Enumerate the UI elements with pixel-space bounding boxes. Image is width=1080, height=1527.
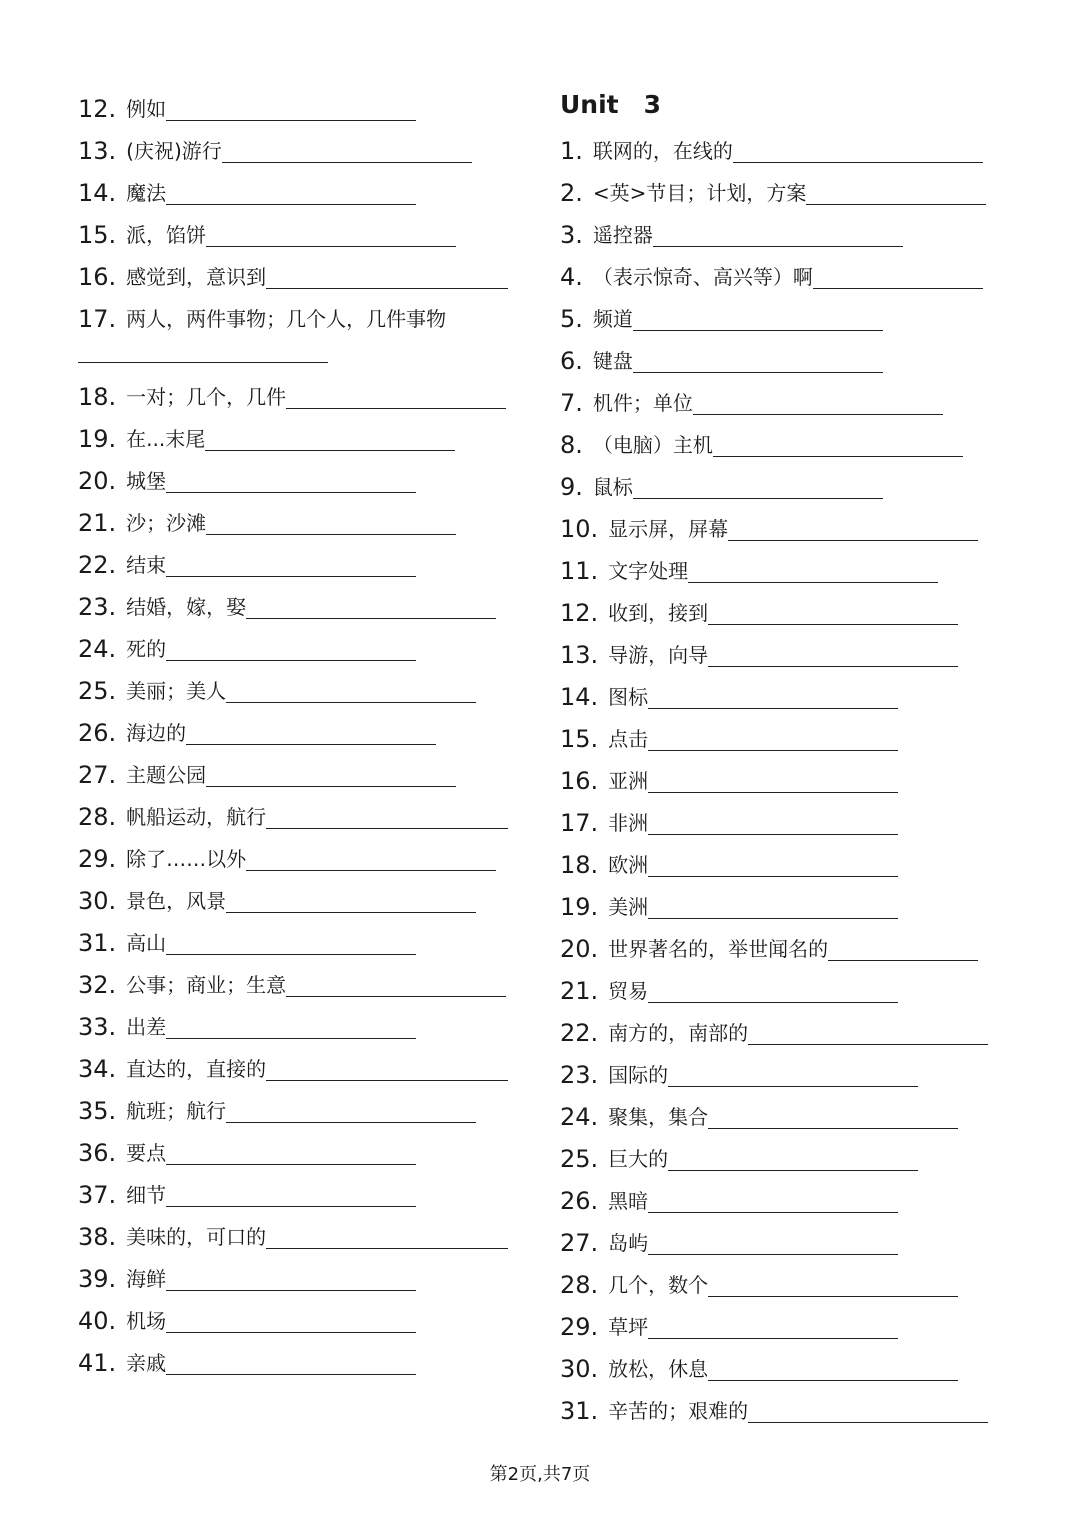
item-number: 22. bbox=[78, 551, 117, 579]
vocab-row bbox=[78, 168, 528, 210]
answer-blank[interactable] bbox=[206, 762, 456, 787]
item-term: 机场 bbox=[126, 1309, 167, 1333]
item-number: 9. bbox=[560, 473, 583, 501]
answer-blank[interactable] bbox=[648, 1314, 898, 1339]
item-term: 频道 bbox=[592, 307, 633, 331]
item-number: 30. bbox=[78, 887, 117, 915]
item-number: 38. bbox=[78, 1223, 117, 1251]
answer-blank[interactable] bbox=[166, 1350, 416, 1375]
vocab-row bbox=[560, 1134, 1010, 1176]
item-number: 12. bbox=[560, 599, 599, 627]
answer-blank[interactable] bbox=[166, 96, 416, 121]
item-number: 35. bbox=[78, 1097, 117, 1125]
item-term: 结婚，嫁，娶 bbox=[126, 595, 247, 619]
vocab-row bbox=[560, 420, 1010, 462]
answer-blank[interactable] bbox=[708, 1104, 958, 1129]
item-number: 11. bbox=[560, 557, 599, 585]
vocab-row bbox=[78, 1338, 528, 1380]
vocab-row bbox=[560, 1260, 1010, 1302]
item-number: 4. bbox=[560, 263, 583, 291]
vocab-row bbox=[78, 960, 528, 1002]
item-number: 13. bbox=[78, 137, 117, 165]
item-term: 几个，数个 bbox=[608, 1273, 709, 1297]
item-term: 派，馅饼 bbox=[126, 223, 207, 247]
vocab-row bbox=[560, 252, 1010, 294]
item-term: 感觉到，意识到 bbox=[126, 265, 267, 289]
answer-blank[interactable] bbox=[648, 810, 898, 835]
item-number: 15. bbox=[560, 725, 599, 753]
item-term: （电脑）主机 bbox=[592, 433, 713, 457]
item-term: 航班；航行 bbox=[126, 1099, 227, 1123]
vocab-row bbox=[78, 750, 528, 792]
vocab-row bbox=[560, 1008, 1010, 1050]
vocab-row bbox=[78, 1044, 528, 1086]
answer-blank[interactable] bbox=[653, 222, 903, 247]
answer-blank[interactable] bbox=[266, 804, 508, 829]
vocab-row bbox=[560, 210, 1010, 252]
item-number: 14. bbox=[78, 179, 117, 207]
vocab-row bbox=[78, 666, 528, 708]
vocab-row bbox=[560, 168, 1010, 210]
vocab-row bbox=[560, 966, 1010, 1008]
item-number: 14. bbox=[560, 683, 599, 711]
item-number: 28. bbox=[560, 1271, 599, 1299]
vocab-row bbox=[78, 1086, 528, 1128]
answer-blank[interactable] bbox=[688, 558, 938, 583]
answer-blank[interactable] bbox=[828, 936, 978, 961]
answer-blank[interactable] bbox=[205, 426, 455, 451]
item-term: 城堡 bbox=[126, 469, 167, 493]
item-number: 27. bbox=[560, 1229, 599, 1257]
item-number: 30. bbox=[560, 1355, 599, 1383]
item-term: 公事；商业；生意 bbox=[126, 973, 287, 997]
item-term: （表示惊奇、高兴等）啊 bbox=[592, 265, 813, 289]
item-term: 国际的 bbox=[608, 1063, 669, 1087]
vocab-row bbox=[78, 624, 528, 666]
item-number: 6. bbox=[560, 347, 583, 375]
item-term: 海鲜 bbox=[126, 1267, 167, 1291]
answer-blank[interactable] bbox=[166, 1014, 416, 1039]
item-number: 39. bbox=[78, 1265, 117, 1293]
item-number: 8. bbox=[560, 431, 583, 459]
vocab-row bbox=[78, 1002, 528, 1044]
answer-blank[interactable] bbox=[226, 1098, 476, 1123]
item-term: 结束 bbox=[126, 553, 167, 577]
answer-blank[interactable] bbox=[222, 138, 472, 163]
page-number-footer: 第2页,共7页 bbox=[489, 1464, 591, 1485]
item-term: 直达的，直接的 bbox=[126, 1057, 267, 1081]
item-term: 欧洲 bbox=[608, 853, 649, 877]
item-number: 31. bbox=[560, 1397, 599, 1425]
vocab-row bbox=[78, 792, 528, 834]
item-term: 在...末尾 bbox=[126, 427, 206, 451]
answer-blank[interactable] bbox=[266, 264, 508, 289]
answer-blank[interactable] bbox=[748, 1398, 988, 1423]
item-term: 聚集，集合 bbox=[608, 1105, 709, 1129]
vocab-row bbox=[560, 714, 1010, 756]
vocab-row bbox=[78, 1128, 528, 1170]
vocab-row bbox=[560, 1218, 1010, 1260]
item-term: 岛屿 bbox=[608, 1231, 649, 1255]
answer-blank[interactable] bbox=[226, 678, 476, 703]
item-term: 显示屏，屏幕 bbox=[608, 517, 729, 541]
item-term: 美洲 bbox=[608, 895, 649, 919]
item-number: 25. bbox=[78, 677, 117, 705]
item-term: 高山 bbox=[126, 931, 167, 955]
vocab-row bbox=[560, 336, 1010, 378]
item-number: 26. bbox=[78, 719, 117, 747]
item-number: 36. bbox=[78, 1139, 117, 1167]
item-number: 26. bbox=[560, 1187, 599, 1215]
answer-blank[interactable] bbox=[166, 180, 416, 205]
item-term: 辛苦的；艰难的 bbox=[608, 1399, 749, 1423]
item-term: 鼠标 bbox=[592, 475, 633, 499]
item-term: 死的 bbox=[126, 637, 167, 661]
item-number: 21. bbox=[560, 977, 599, 1005]
vocab-row bbox=[560, 756, 1010, 798]
vocab-row bbox=[78, 252, 528, 294]
vocab-row bbox=[560, 588, 1010, 630]
item-number: 7. bbox=[560, 389, 583, 417]
vocab-row bbox=[560, 1092, 1010, 1134]
item-term: 文字处理 bbox=[608, 559, 689, 583]
vocab-row bbox=[560, 462, 1010, 504]
item-number: 18. bbox=[560, 851, 599, 879]
answer-blank[interactable] bbox=[648, 852, 898, 877]
item-term: 贸易 bbox=[608, 979, 649, 1003]
item-number: 10. bbox=[560, 515, 599, 543]
item-number: 28. bbox=[78, 803, 117, 831]
answer-blank[interactable] bbox=[266, 1224, 508, 1249]
item-number: 18. bbox=[78, 383, 117, 411]
item-term: 例如 bbox=[126, 97, 167, 121]
vocab-row bbox=[560, 630, 1010, 672]
item-number: 31. bbox=[78, 929, 117, 957]
answer-blank[interactable] bbox=[708, 600, 958, 625]
vocab-row bbox=[560, 1302, 1010, 1344]
item-number: 37. bbox=[78, 1181, 117, 1209]
vocab-row bbox=[78, 1254, 528, 1296]
answer-blank[interactable] bbox=[286, 384, 506, 409]
vocab-row bbox=[78, 708, 528, 750]
item-number: 3. bbox=[560, 221, 583, 249]
answer-blank[interactable] bbox=[648, 684, 898, 709]
answer-blank[interactable] bbox=[286, 972, 506, 997]
vocab-row-continuation bbox=[78, 336, 528, 372]
item-number: 21. bbox=[78, 509, 117, 537]
item-term: <英>节目；计划，方案 bbox=[592, 181, 807, 205]
item-term: 沙；沙滩 bbox=[126, 511, 207, 535]
vocab-row bbox=[78, 126, 528, 168]
vocab-row bbox=[78, 540, 528, 582]
item-number: 1. bbox=[560, 137, 583, 165]
item-number: 22. bbox=[560, 1019, 599, 1047]
item-term: 亲戚 bbox=[126, 1351, 167, 1375]
vocab-row bbox=[560, 294, 1010, 336]
answer-blank[interactable] bbox=[166, 1182, 416, 1207]
item-term: 黑暗 bbox=[608, 1189, 649, 1213]
vocab-row bbox=[78, 498, 528, 540]
answer-blank[interactable] bbox=[266, 1056, 508, 1081]
item-term: 非洲 bbox=[608, 811, 649, 835]
item-term: 美味的，可口的 bbox=[126, 1225, 267, 1249]
answer-blank[interactable] bbox=[633, 348, 883, 373]
item-term: 一对；几个，几件 bbox=[126, 385, 287, 409]
answer-blank[interactable] bbox=[648, 1188, 898, 1213]
answer-blank[interactable] bbox=[713, 432, 963, 457]
item-number: 24. bbox=[560, 1103, 599, 1131]
answer-blank[interactable] bbox=[648, 1230, 898, 1255]
right-column bbox=[560, 84, 1010, 1428]
answer-blank[interactable] bbox=[246, 846, 496, 871]
item-term: 除了……以外 bbox=[126, 847, 247, 871]
vocab-row bbox=[78, 456, 528, 498]
item-number: 27. bbox=[78, 761, 117, 789]
item-term: 收到，接到 bbox=[608, 601, 709, 625]
item-number: 29. bbox=[78, 845, 117, 873]
item-number: 32. bbox=[78, 971, 117, 999]
unit-heading: Unit 3 bbox=[560, 90, 662, 119]
vocab-row bbox=[560, 378, 1010, 420]
vocab-row bbox=[78, 1212, 528, 1254]
item-term: 亚洲 bbox=[608, 769, 649, 793]
item-term: 主题公园 bbox=[126, 763, 207, 787]
item-term: 联网的，在线的 bbox=[592, 139, 733, 163]
vocab-row bbox=[560, 672, 1010, 714]
answer-blank[interactable] bbox=[246, 594, 496, 619]
item-term: 键盘 bbox=[592, 349, 633, 373]
item-term: 要点 bbox=[126, 1141, 167, 1165]
vocab-row bbox=[560, 126, 1010, 168]
item-term: 美丽；美人 bbox=[126, 679, 227, 703]
vocab-row bbox=[560, 1344, 1010, 1386]
answer-blank[interactable] bbox=[668, 1146, 918, 1171]
item-number: 33. bbox=[78, 1013, 117, 1041]
answer-blank[interactable] bbox=[748, 1020, 988, 1045]
item-number: 16. bbox=[78, 263, 117, 291]
answer-blank[interactable] bbox=[633, 474, 883, 499]
item-term: 草坪 bbox=[608, 1315, 649, 1339]
item-term: 细节 bbox=[126, 1183, 167, 1207]
answer-blank[interactable] bbox=[708, 642, 958, 667]
item-number: 40. bbox=[78, 1307, 117, 1335]
answer-blank[interactable] bbox=[813, 264, 983, 289]
item-term: 南方的，南部的 bbox=[608, 1021, 749, 1045]
vocab-row bbox=[560, 504, 1010, 546]
left-column bbox=[78, 84, 528, 1380]
item-term: 出差 bbox=[126, 1015, 167, 1039]
item-number: 24. bbox=[78, 635, 117, 663]
answer-blank[interactable] bbox=[708, 1272, 958, 1297]
item-number: 12. bbox=[78, 95, 117, 123]
vocab-row bbox=[78, 210, 528, 252]
answer-blank[interactable] bbox=[693, 390, 943, 415]
vocab-row bbox=[560, 882, 1010, 924]
item-number: 41. bbox=[78, 1349, 117, 1377]
vocab-row bbox=[78, 294, 528, 336]
answer-blank[interactable] bbox=[633, 306, 883, 331]
item-number: 25. bbox=[560, 1145, 599, 1173]
item-term: 图标 bbox=[608, 685, 649, 709]
item-term: 导游，向导 bbox=[608, 643, 709, 667]
vocab-row bbox=[560, 1050, 1010, 1092]
item-term: 点击 bbox=[608, 727, 649, 751]
answer-blank[interactable] bbox=[166, 468, 416, 493]
vocab-row bbox=[78, 582, 528, 624]
answer-blank[interactable] bbox=[166, 636, 416, 661]
answer-blank[interactable] bbox=[648, 768, 898, 793]
vocab-row bbox=[78, 414, 528, 456]
item-term: 两人，两件事物；几个人，几件事物 bbox=[126, 307, 447, 331]
vocab-row bbox=[560, 798, 1010, 840]
item-number: 16. bbox=[560, 767, 599, 795]
vocab-row bbox=[78, 84, 528, 126]
item-number: 20. bbox=[560, 935, 599, 963]
item-term: 机件；单位 bbox=[592, 391, 693, 415]
answer-blank[interactable] bbox=[806, 180, 986, 205]
answer-blank[interactable] bbox=[648, 894, 898, 919]
item-number: 23. bbox=[78, 593, 117, 621]
vocab-row bbox=[560, 1386, 1010, 1428]
vocab-row bbox=[560, 840, 1010, 882]
answer-blank[interactable] bbox=[206, 222, 456, 247]
vocab-row bbox=[560, 924, 1010, 966]
item-number: 19. bbox=[78, 425, 117, 453]
item-term: 巨大的 bbox=[608, 1147, 669, 1171]
vocab-row bbox=[78, 876, 528, 918]
answer-blank[interactable] bbox=[206, 510, 456, 535]
answer-blank[interactable] bbox=[668, 1062, 918, 1087]
answer-blank[interactable] bbox=[78, 336, 328, 363]
vocab-row bbox=[560, 546, 1010, 588]
answer-blank[interactable] bbox=[166, 1140, 416, 1165]
item-number: 23. bbox=[560, 1061, 599, 1089]
vocab-row bbox=[78, 918, 528, 960]
item-number: 29. bbox=[560, 1313, 599, 1341]
answer-blank[interactable] bbox=[733, 138, 983, 163]
item-term: 世界著名的，举世闻名的 bbox=[608, 937, 829, 961]
vocab-row bbox=[78, 372, 528, 414]
answer-blank[interactable] bbox=[226, 888, 476, 913]
item-number: 17. bbox=[560, 809, 599, 837]
item-term: 放松，休息 bbox=[608, 1357, 709, 1381]
item-number: 19. bbox=[560, 893, 599, 921]
answer-blank[interactable] bbox=[186, 720, 436, 745]
answer-blank[interactable] bbox=[166, 1266, 416, 1291]
item-number: 20. bbox=[78, 467, 117, 495]
item-number: 13. bbox=[560, 641, 599, 669]
item-term: (庆祝)游行 bbox=[126, 139, 222, 163]
item-term: 魔法 bbox=[126, 181, 167, 205]
item-term: 帆船运动，航行 bbox=[126, 805, 267, 829]
answer-blank[interactable] bbox=[166, 552, 416, 577]
answer-blank[interactable] bbox=[648, 978, 898, 1003]
vocab-row bbox=[560, 1176, 1010, 1218]
item-number: 5. bbox=[560, 305, 583, 333]
item-number: 15. bbox=[78, 221, 117, 249]
answer-blank[interactable] bbox=[708, 1356, 958, 1381]
item-number: 17. bbox=[78, 305, 117, 333]
item-number: 2. bbox=[560, 179, 583, 207]
answer-blank[interactable] bbox=[166, 1308, 416, 1333]
item-number: 34. bbox=[78, 1055, 117, 1083]
item-term: 景色，风景 bbox=[126, 889, 227, 913]
answer-blank[interactable] bbox=[166, 930, 416, 955]
answer-blank[interactable] bbox=[728, 516, 978, 541]
answer-blank[interactable] bbox=[648, 726, 898, 751]
vocab-row bbox=[78, 834, 528, 876]
vocab-row bbox=[78, 1296, 528, 1338]
item-term: 遥控器 bbox=[592, 223, 653, 247]
item-term: 海边的 bbox=[126, 721, 187, 745]
vocab-row bbox=[78, 1170, 528, 1212]
